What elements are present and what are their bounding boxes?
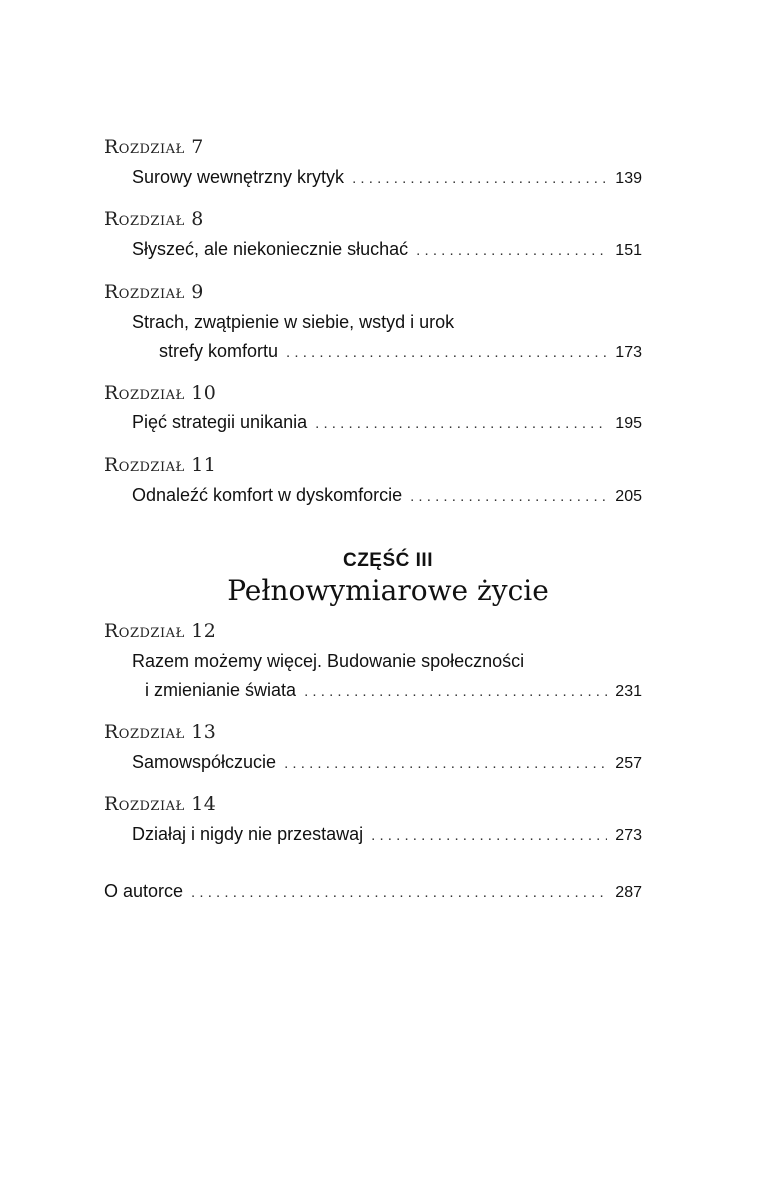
part-3-label: CZĘŚĆ III xyxy=(342,550,433,571)
toc-entry-about-author[interactable] xyxy=(104,880,642,904)
entry-title: Surowy wewnętrzny krytyk xyxy=(132,167,345,187)
page-number: 195 xyxy=(615,415,642,432)
entry-title: Pięć strategii unikania xyxy=(132,412,308,432)
chapter-13-label: Rozdział 13 xyxy=(104,721,217,743)
page-number: 139 xyxy=(615,170,642,187)
entry-title-line-1[interactable]: Razem możemy więcej. Budowanie społeczności xyxy=(132,651,525,671)
entry-title-line-1[interactable]: Strach, zwątpienie w siebie, wstyd i urok xyxy=(132,312,455,332)
toc-entry-chapter-7[interactable] xyxy=(132,166,642,190)
page-number: 205 xyxy=(615,488,642,505)
page-number: 287 xyxy=(615,884,642,901)
toc-entry-chapter-13[interactable] xyxy=(132,751,642,775)
dot-leader xyxy=(315,413,607,435)
page-number: 273 xyxy=(615,827,642,844)
chapter-8-label: Rozdział 8 xyxy=(104,208,204,230)
toc-entry-chapter-10[interactable] xyxy=(132,411,642,435)
dot-leader xyxy=(286,342,607,364)
toc-entry-chapter-8[interactable] xyxy=(132,238,642,262)
dot-leader xyxy=(284,753,607,775)
dot-leader xyxy=(410,486,607,508)
dot-leader xyxy=(371,825,607,847)
entry-title: Odnaleźć komfort w dyskomforcie xyxy=(132,485,403,505)
toc-entry-chapter-11[interactable] xyxy=(132,484,642,508)
toc-entry-chapter-12[interactable] xyxy=(145,679,642,703)
dot-leader xyxy=(191,882,607,904)
chapter-11-label: Rozdział 11 xyxy=(104,454,217,476)
dot-leader xyxy=(352,168,607,190)
part-3-title: Pełnowymiarowe życie xyxy=(227,574,549,607)
dot-leader xyxy=(304,681,607,703)
chapter-10-label: Rozdział 10 xyxy=(104,382,217,404)
toc-entry-chapter-9[interactable] xyxy=(159,340,642,364)
chapter-9-label: Rozdział 9 xyxy=(104,281,204,303)
chapter-12-label: Rozdział 12 xyxy=(104,620,217,642)
entry-title-line-2: i zmienianie świata xyxy=(145,680,297,700)
toc-entry-chapter-14[interactable] xyxy=(132,823,642,847)
entry-title: Działaj i nigdy nie przestawaj xyxy=(132,824,364,844)
page-number: 173 xyxy=(615,344,642,361)
page-number: 151 xyxy=(615,242,642,259)
chapter-14-label: Rozdział 14 xyxy=(104,793,217,815)
entry-title: O autorce xyxy=(104,881,184,901)
page-number: 231 xyxy=(615,683,642,700)
entry-title-line-2: strefy komfortu xyxy=(159,341,279,361)
entry-title: Samowspółczucie xyxy=(132,752,277,772)
page-number: 257 xyxy=(615,755,642,772)
dot-leader xyxy=(416,240,607,262)
entry-title: Słyszeć, ale niekoniecznie słuchać xyxy=(132,239,409,259)
chapter-7-label: Rozdział 7 xyxy=(104,136,204,158)
